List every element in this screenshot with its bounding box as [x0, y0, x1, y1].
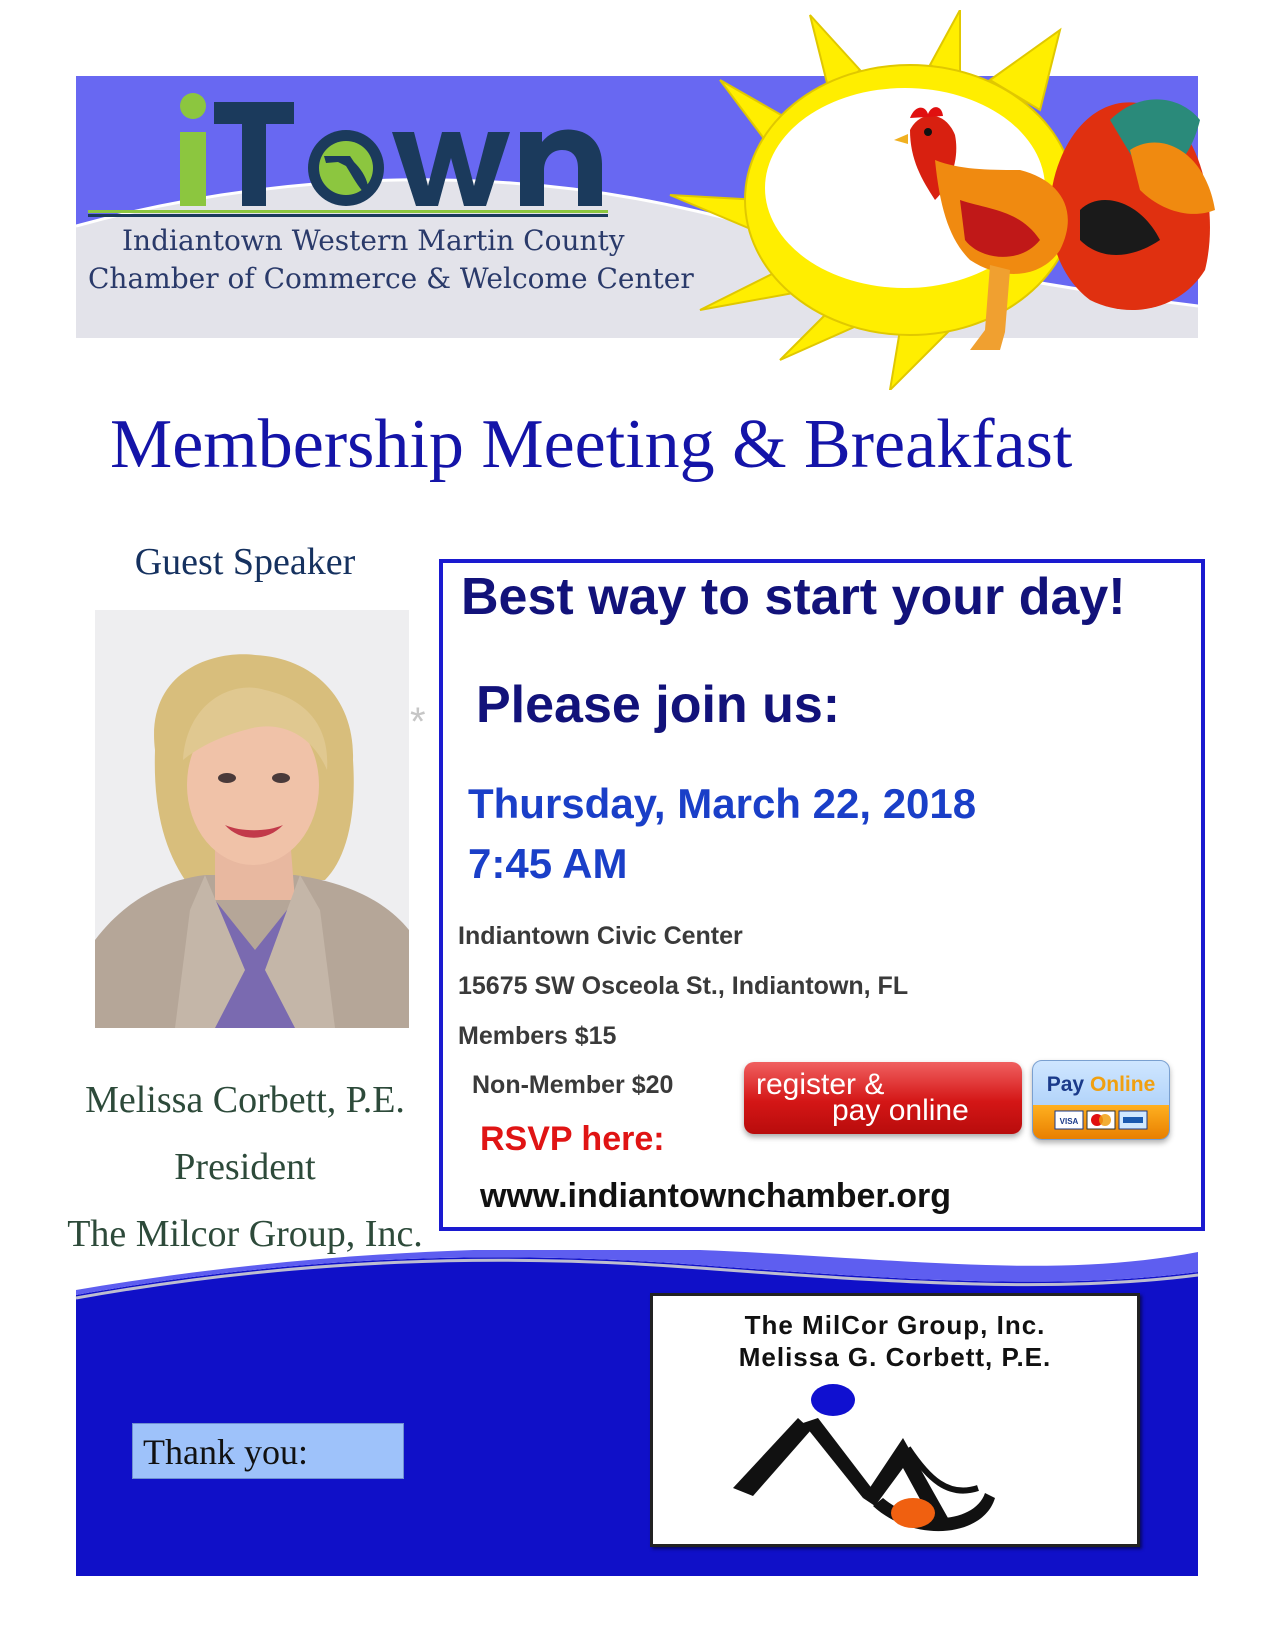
- sponsor-company: The MilCor Group, Inc.: [744, 1310, 1046, 1340]
- price-nonmember: Non-Member $20: [472, 1071, 674, 1099]
- event-time: 7:45 AM: [468, 840, 628, 887]
- asterisk-mark: *: [410, 700, 426, 744]
- milcor-logo-mark: [723, 1378, 1023, 1540]
- online-word: Online: [1089, 1073, 1156, 1096]
- event-venue: Indiantown Civic Center: [458, 922, 743, 950]
- guest-speaker-label: Guest Speaker: [134, 541, 356, 583]
- credit-card-icons: [1033, 1105, 1169, 1139]
- price-members: Members $15: [458, 1022, 617, 1050]
- register-label-line1: register &: [756, 1068, 885, 1101]
- itown-logo: [88, 90, 648, 218]
- sun-rooster-illustration: [660, 10, 1220, 390]
- speaker-photo: [95, 610, 409, 1028]
- pay-word: Pay: [1046, 1073, 1085, 1096]
- website-link[interactable]: www.indiantownchamber.org: [480, 1177, 952, 1215]
- sponsor-person: Melissa G. Corbett, P.E.: [738, 1342, 1052, 1372]
- org-name-line1: Indiantown Western Martin County: [122, 224, 625, 257]
- speaker-role: President: [174, 1146, 316, 1188]
- event-title: Membership Meeting & Breakfast: [110, 406, 1073, 483]
- event-address: 15675 SW Osceola St., Indiantown, FL: [458, 972, 909, 1000]
- speaker-name: Melissa Corbett, P.E.: [85, 1079, 405, 1121]
- sponsor-logo: [650, 1293, 1140, 1547]
- event-tagline: Best way to start your day!: [461, 568, 1126, 626]
- register-label-line2: pay online: [832, 1094, 969, 1127]
- register-pay-online-button[interactable]: [744, 1062, 1022, 1134]
- visa-card-label: VISA: [1059, 1117, 1079, 1126]
- join-heading: Please join us:: [476, 676, 841, 734]
- rsvp-label: RSVP here:: [480, 1120, 665, 1158]
- pay-online-button[interactable]: [1032, 1060, 1170, 1140]
- org-name-line2: Chamber of Commerce & Welcome Center: [88, 262, 694, 295]
- thank-you-label: Thank you:: [132, 1423, 404, 1479]
- speaker-company: The Milcor Group, Inc.: [67, 1213, 423, 1255]
- event-date: Thursday, March 22, 2018: [468, 780, 977, 827]
- pay-online-label: [1033, 1073, 1169, 1097]
- card-logos-strip: [1033, 1105, 1169, 1139]
